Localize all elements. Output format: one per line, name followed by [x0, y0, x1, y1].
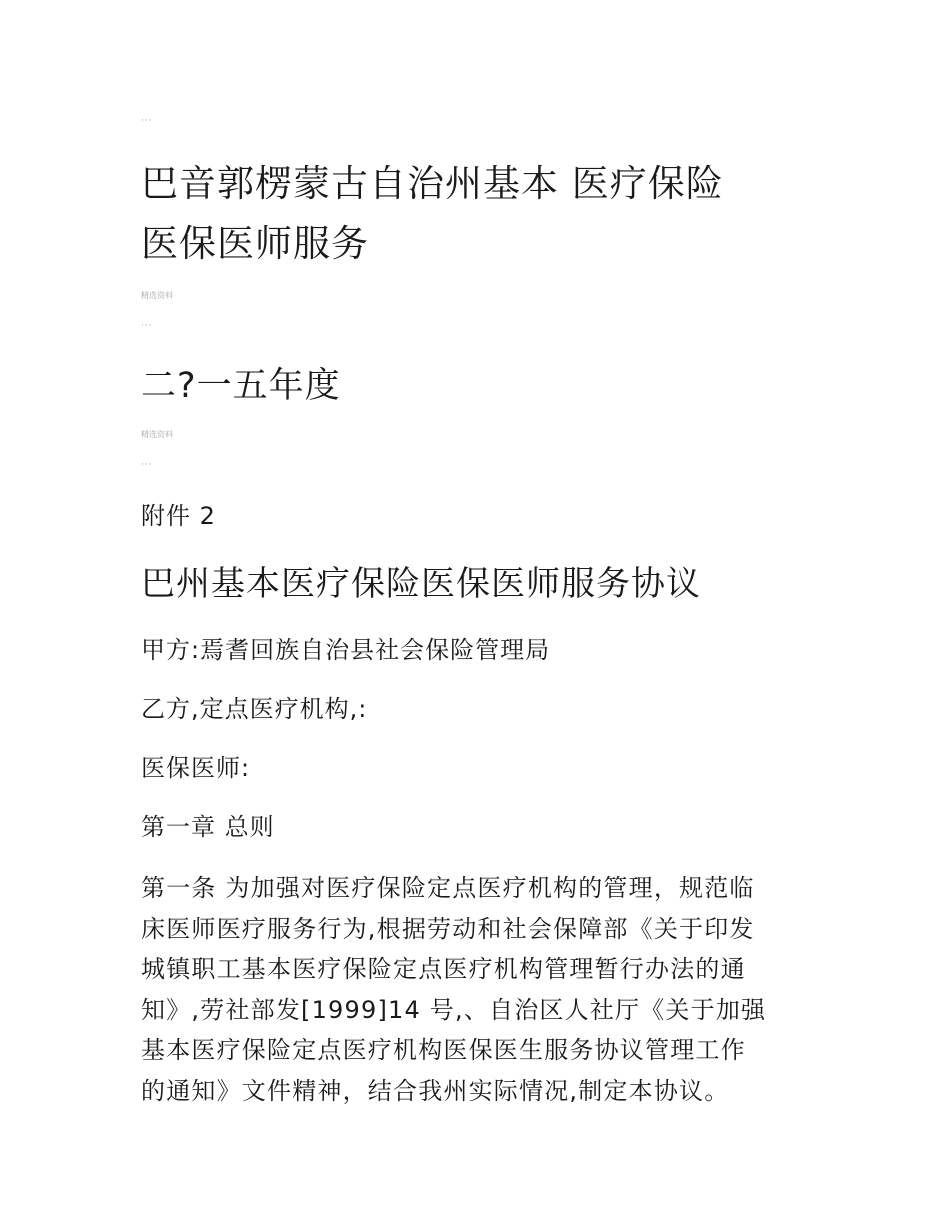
- article-1-line: 第一条 为加强对医疗保险定点医疗机构的管理，规范临: [141, 874, 755, 902]
- separator-dots-1: ···: [141, 321, 153, 331]
- article-1-line: 的通知》文件精神，结合我州实际情况,制定本协议。: [141, 1076, 730, 1105]
- attachment-label: 附件 2: [141, 502, 216, 530]
- header-dots: ···: [141, 116, 153, 126]
- watermark-note-1: 精选资料: [141, 291, 173, 300]
- article-1-line: 基本医疗保险定点医疗机构医保医生服务协议管理工作: [141, 1036, 746, 1065]
- watermark-note-2: 精选资料: [141, 430, 173, 439]
- party-a: 甲方:焉耆回族自治县社会保险管理局: [141, 636, 551, 664]
- article-1-line: 床医师医疗服务行为,根据劳动和社会保障部《关于印发: [141, 914, 755, 943]
- separator-dots-2: ···: [141, 460, 153, 470]
- title-line-1: 巴音郭楞蒙古自治州基本 医疗保险: [141, 162, 724, 205]
- article-1-line: 城镇职工基本医疗保险定点医疗机构管理暂行办法的通: [141, 955, 746, 984]
- chapter-heading: 第一章 总则: [141, 813, 275, 841]
- party-b: 乙方,定点医疗机构,:: [141, 695, 368, 723]
- agreement-title: 巴州基本医疗保险医保医师服务协议: [141, 564, 701, 604]
- insurance-doctor: 医保医师:: [141, 754, 251, 782]
- article-1-paragraph: [141, 868, 811, 1112]
- title-line-2: 医保医师服务: [141, 222, 369, 265]
- article-1-line: 知》,劳社部发[1999]14 号,、自治区人社厅《关于加强: [141, 995, 767, 1024]
- year-heading: 二?一五年度: [141, 366, 341, 406]
